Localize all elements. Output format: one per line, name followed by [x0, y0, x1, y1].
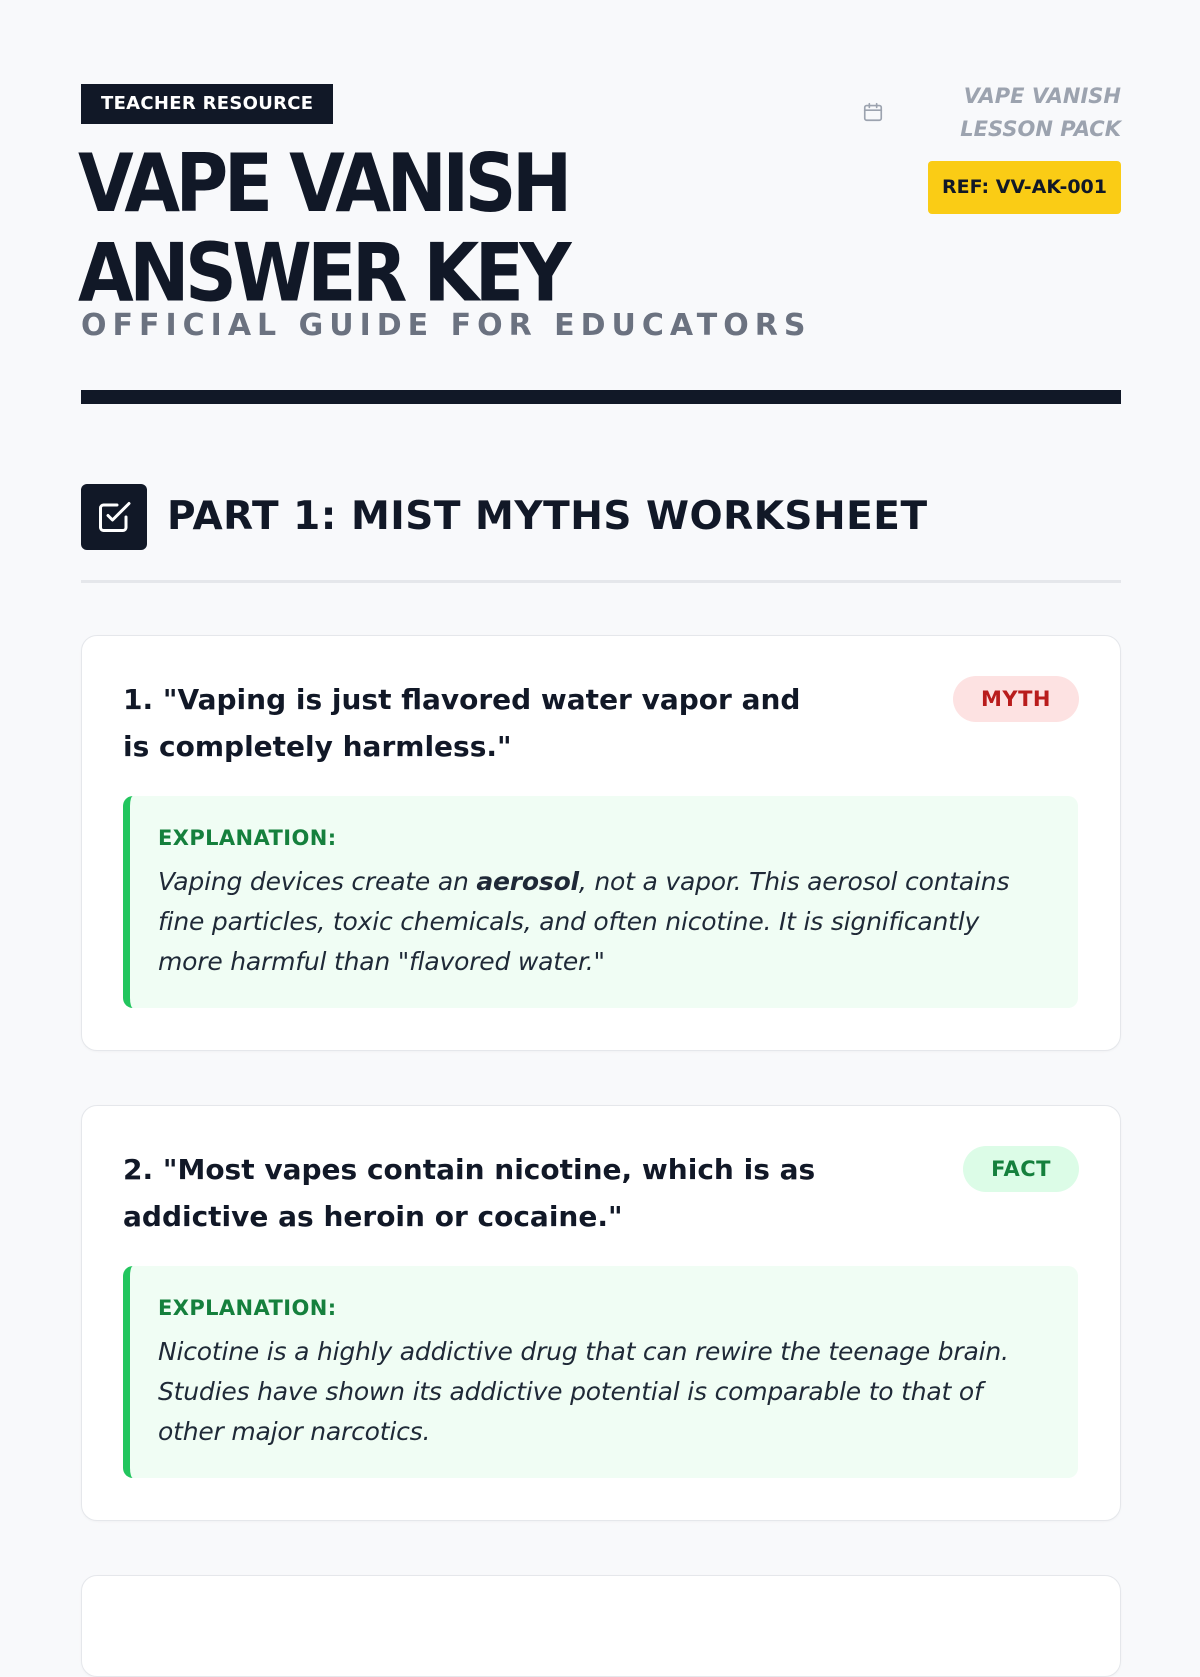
explanation-text: Nicotine is a highly addictive drug that can rewire the teenage brain. Studies have shown its addictive potential is comparable to that of other major narcotics. [158, 1337, 1009, 1446]
document-header [78, 0, 1121, 404]
question-text: 1. "Vaping is just flavored water vapor and is completely harmless." [123, 683, 801, 763]
pack-line-2: LESSON PACK [960, 117, 1121, 141]
question-card-3 [81, 1575, 1121, 1677]
myth-badge: MYTH [953, 676, 1079, 722]
question-card-1 [81, 635, 1121, 1051]
section-title: PART 1: MIST MYTHS WORKSHEET [167, 494, 928, 539]
explanation-label: EXPLANATION: [158, 1296, 337, 1320]
lesson-pack-label [921, 80, 1121, 146]
explanation-box [123, 1266, 1078, 1478]
question-card-2 [81, 1105, 1121, 1521]
title-line-1: VAPE VANISH [78, 135, 568, 230]
answer-key-page [78, 0, 1121, 1446]
pack-line-1: VAPE VANISH [963, 84, 1121, 108]
explanation-box [123, 796, 1078, 1008]
question-text: 2. "Most vapes contain nicotine, which is as addictive as heroin or cocaine." [123, 1153, 816, 1233]
teacher-resource-tag: TEACHER RESOURCE [81, 84, 333, 124]
explanation-text-start: Vaping devices create an [158, 867, 477, 896]
title-line-2: ANSWER KEY [78, 225, 568, 320]
checkbox-icon [81, 484, 147, 550]
fact-badge: FACT [963, 1146, 1079, 1192]
explanation-label: EXPLANATION: [158, 826, 337, 850]
page-title [78, 135, 568, 320]
section-heading [81, 484, 1121, 583]
calendar-icon [862, 101, 884, 123]
explanation-emphasis: aerosol [476, 867, 579, 896]
explanation-text-end: , not a vapor. This aerosol contains fine particles, toxic chemicals, and often nicotine. It is significantly more harmful than "flavored water." [158, 867, 1010, 976]
header-divider [81, 390, 1121, 404]
reference-badge: REF: VV-AK-001 [928, 161, 1121, 214]
explanation-text [158, 862, 1048, 982]
page-subtitle: OFFICIAL GUIDE FOR EDUCATORS [81, 308, 812, 343]
